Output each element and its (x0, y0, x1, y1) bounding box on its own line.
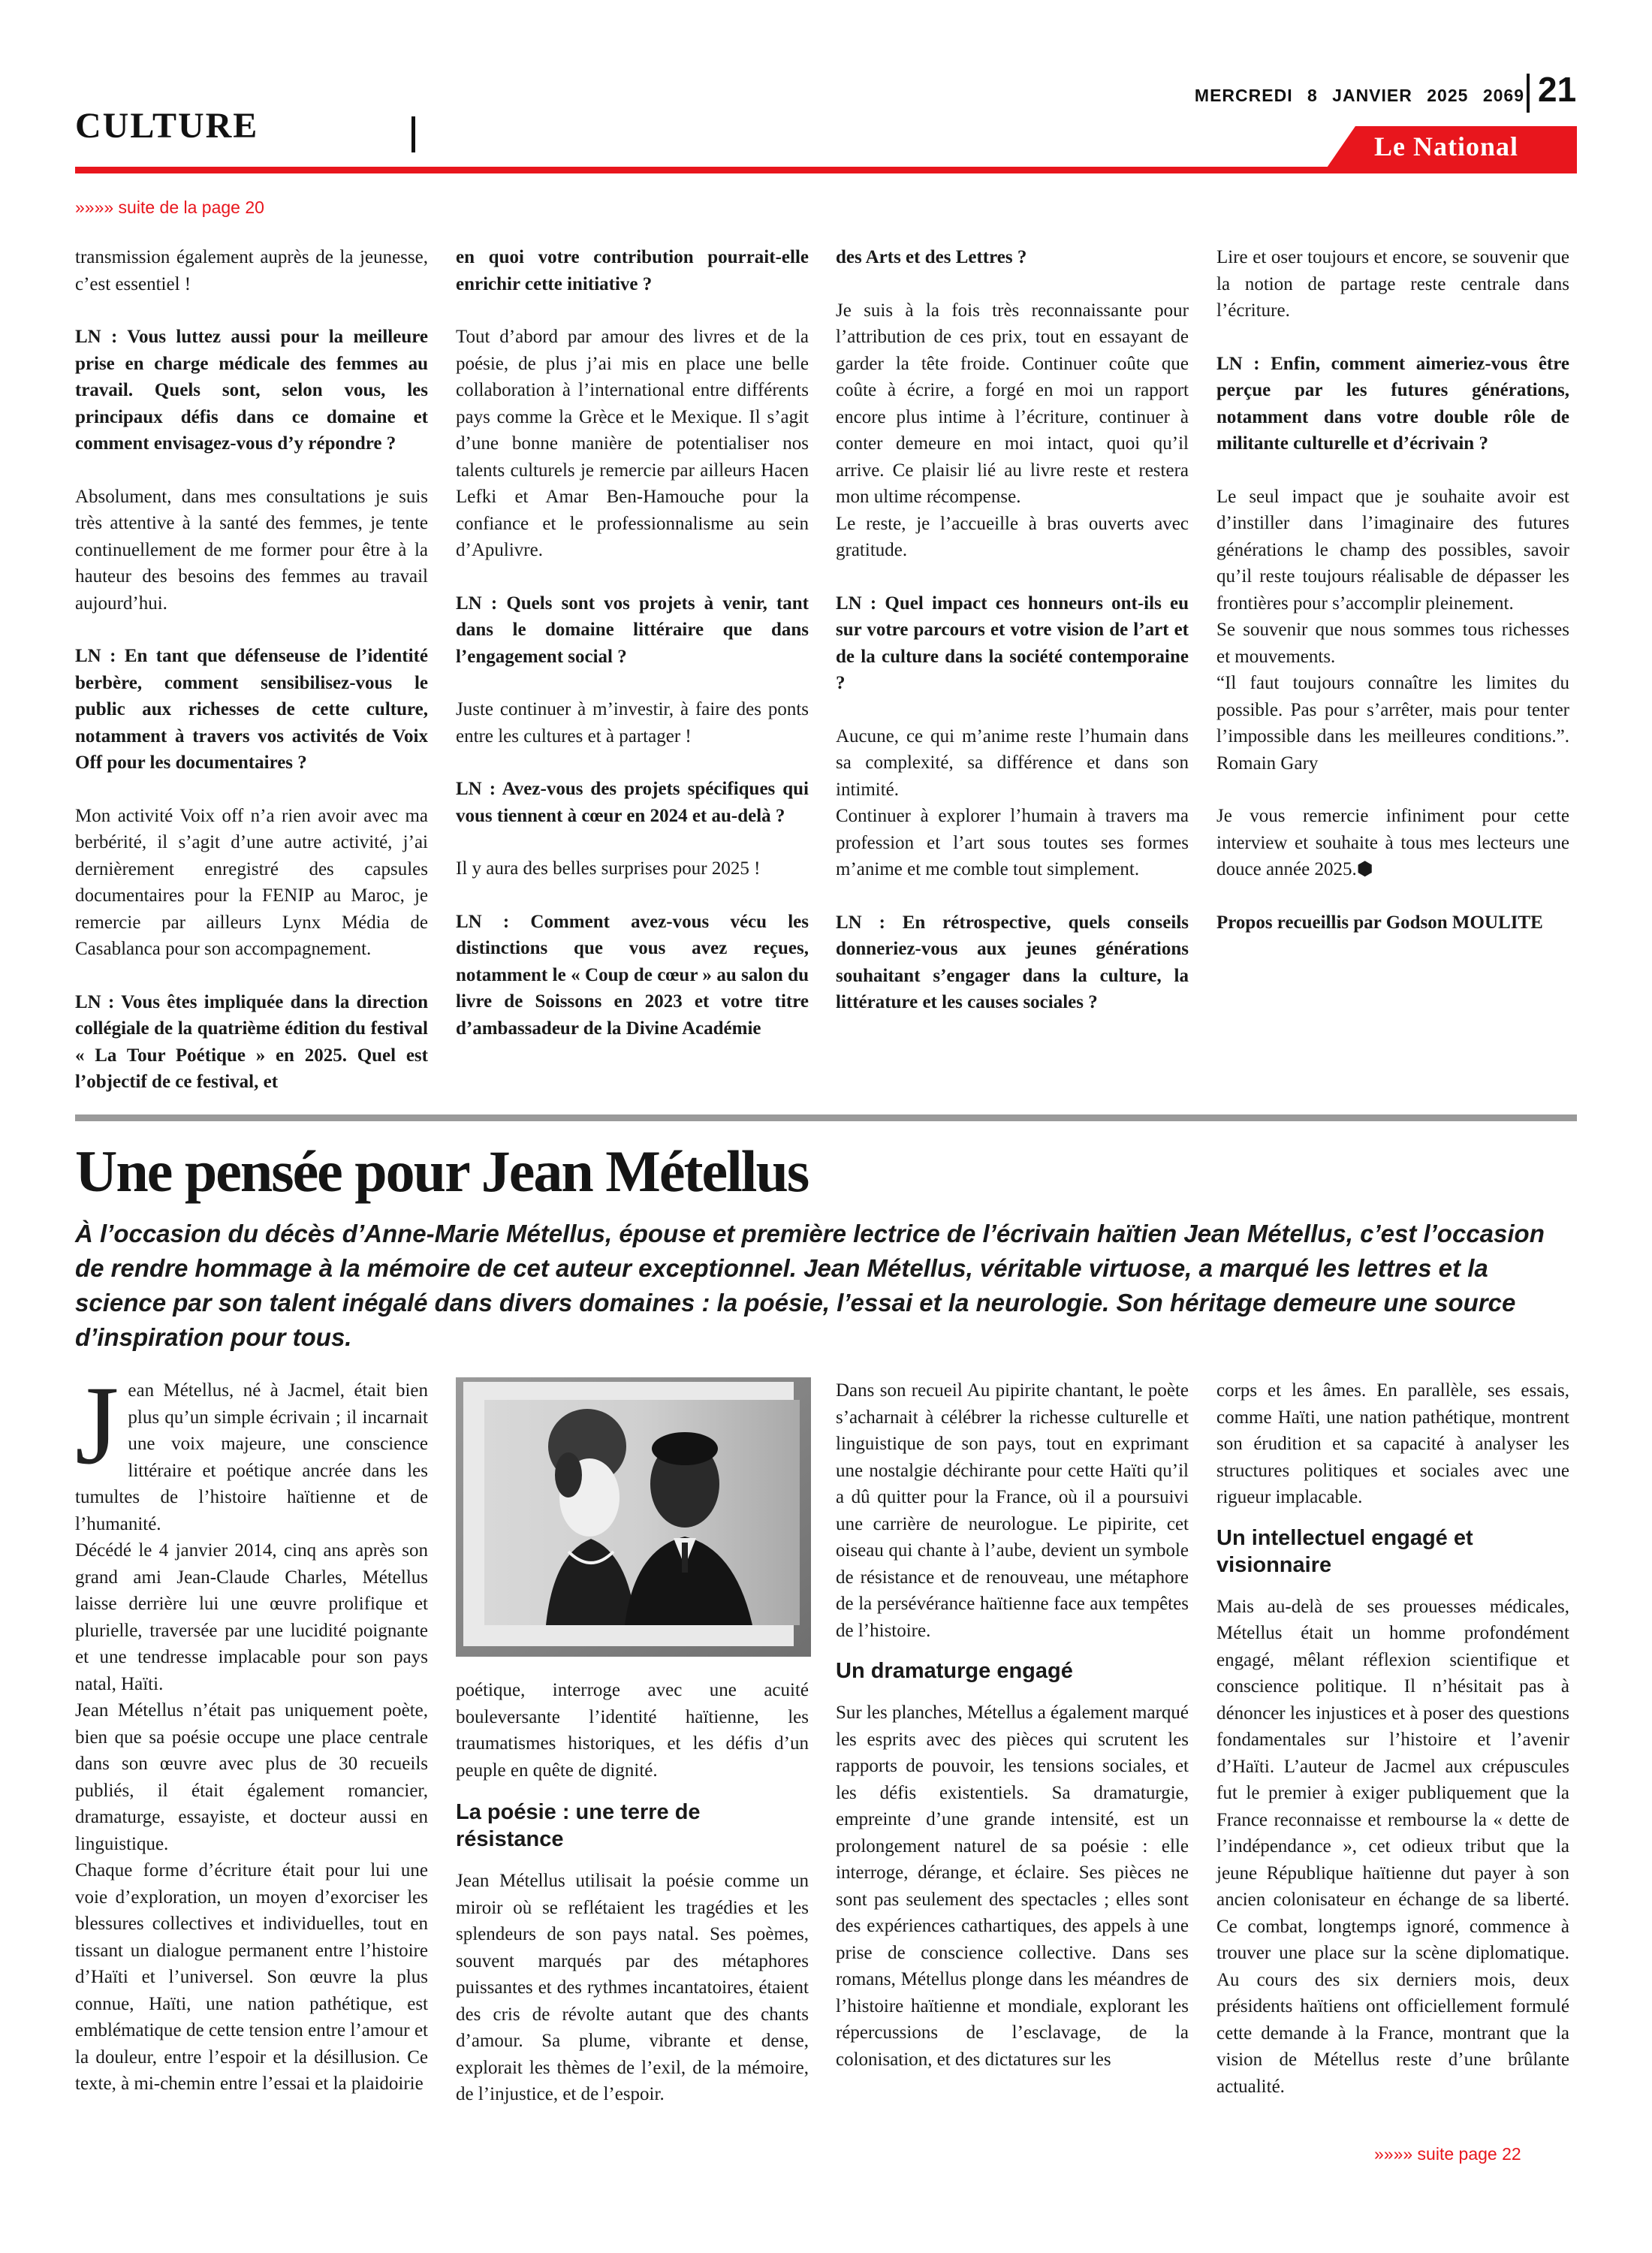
paragraph-gap (75, 457, 428, 484)
interview-question: des Arts et des Lettres ? (836, 247, 1027, 267)
interview-answer: Absolument, dans mes consultations je suis très attentive à la santé des femmes, je tente continuellement de me former pour être à la hauteur des besoins des femmes au travail aujourd’hui. (75, 486, 428, 614)
paragraph-gap (75, 617, 428, 643)
interview-answer: Il y aura des belles surprises pour 2025 ! (456, 858, 761, 879)
interview-question: LN : Quels sont vos projets à venir, tant dans le domaine littéraire que dans l’engagement social ? (456, 593, 809, 667)
interview-question: LN : Vous êtes impliquée dans la direction collégiale de la quatrième édition du festival « La Tour Poétique » en 2025. Quel est l’objectif de ce festival, et (75, 991, 428, 1092)
paragraph-gap (456, 749, 809, 776)
article-column-3 (836, 1377, 1189, 2073)
interview-column-4 (1216, 244, 1569, 936)
paragraph-gap (456, 564, 809, 590)
interview-column-3 (836, 244, 1189, 1016)
interview-question: LN : Comment avez-vous vécu les distinctions que vous avez reçues, notamment le « Coup de cœur » au salon du livre de Soissons en 2023 et votre titre d’ambassadeur de la Divine Académie (456, 911, 809, 1039)
continued-on-link[interactable]: »»»» suite page 22 (1374, 2144, 1521, 2164)
paragraph-gap (456, 297, 809, 324)
article-column-4 (1216, 1377, 1569, 2100)
paragraph-gap (456, 882, 809, 909)
interview-answer: Lire et oser toujours et encore, se souvenir que la notion de partage reste centrale dans l’écriture. (1216, 247, 1569, 321)
paragraph-gap (836, 697, 1189, 723)
page-number: 21 (1538, 70, 1577, 109)
header-rule (75, 167, 1577, 173)
article-paragraph: Jean Métellus n’était pas uniquement poète, bien que sa poésie occupe une place centrale dans son œuvre avec plus de 30 recueils publiés, il était également romancier, dramaturge, essayiste, et docteur aussi en linguistique. (75, 1700, 428, 1854)
interview-answer: Je suis à la fois très reconnaissante pour l’attribution de ces prix, tout en essayant de garder la tête froide. Continuer coûte que coûte à écrire, a forgé en moi un rapport encore plus intime à l’écriture, continuer à conter demeure en moi intact, quoi qu’il arrive. Ce plaisir lié au livre reste et restera mon ultime récompense. (836, 300, 1189, 507)
article-subheading: Un dramaturge engagé (836, 1659, 1073, 1683)
paragraph-gap (1216, 883, 1569, 909)
article-paragraph: Chaque forme d’écriture était pour lui une voie d’exploration, un moyen d’exorciser les blessures collectives et individuelles, tout en tissant un dialogue permanent entre l’histoire d’Haïti et l’universel. Son œuvre la plus connue, Haïti, une nation pathétique, est emblématique de cette tension entre l’amour et la douleur, entre l’espoir et la désillusion. Ce texte, à mi-chemin entre l’essai et la plaidoirie (75, 1860, 428, 2094)
section-title: CULTURE (75, 106, 259, 146)
article-subheading: Un intellectuel engagé et visionnaire (1216, 1525, 1473, 1577)
article-subheading: La poésie : une terre de résistance (456, 1800, 701, 1851)
issue-number: 2069 (1482, 86, 1524, 105)
newspaper-name: Le National (1374, 131, 1519, 161)
paragraph-gap (1216, 457, 1569, 484)
paragraph-gap (1216, 324, 1569, 351)
interview-answer: Le seul impact que je souhaite avoir est d’instiller dans l’imaginaire des futures générations le champ des possibles, savoir qu’il reste toujours réalisable de dépasser les frontières pour s’accomplir pleinement. (1216, 486, 1569, 614)
paragraph-gap (1216, 777, 1569, 803)
page-number-divider (1527, 74, 1530, 113)
article-paragraph: Mais au-delà de ses prouesses médicales, Métellus était un homme profondément engagé, mêlant réflexion scientifique et conscience politique. Il n’hésitait pas à dénoncer les injustices et à poser des questions fondamentales sur l’histoire et l’avenir d’Haïti. L’auteur de Jacmel aux crépuscules fut le premier à exiger publiquement que la France reconnaisse et rembourse la « dette de l’indépendance », cet odieux tribut que la jeune République haïtienne dut payer à son ancien colonisateur en échange de sa liberté. Ce combat, longtemps ignoré, commence à trouver une place sur la scène diplomatique. Au cours des six derniers mois, deux présidents haïtiens ont officiellement formulé cette demande à la France, montrant que la vision de Métellus reste d’une brûlante actualité. (1216, 1596, 1569, 2097)
date-year: 2025 (1427, 86, 1469, 105)
interview-answer: Se souvenir que nous sommes tous richesses et mouvements. (1216, 620, 1569, 667)
interview-question: LN : Quel impact ces honneurs ont-ils eu sur votre parcours et votre vision de l’art et de la culture dans la société contemporaine ? (836, 593, 1189, 693)
couple-photo-illustration (456, 1377, 811, 1657)
paragraph-gap (836, 883, 1189, 909)
article-paragraph: Sur les planches, Métellus a également marqué les esprits avec des pièces qui scrutent les rapports de pouvoir, les tensions sociales, et les défis existentiels. Sa dramaturgie, empreinte d’une grande intensité, est un prolongement naturel de sa poésie : elle interroge, dérange, et éclaire. Ses pièces ne sont pas seulement des spectacles ; elles sont des expériences cathartiques, des appels à une prise de conscience collective. Dans ses romans, Métellus plonge dans les méandres de l’histoire haïtienne et mondiale, explorant les répercussions de l’esclavage, de la colonisation, et des dictatures sur les (836, 1703, 1189, 2070)
date-number: 8 (1307, 86, 1318, 105)
interview-answer: Tout d’abord par amour des livres et de la poésie, de plus j’ai mis en place une belle collaboration à l’international entre différents pays comme la Grèce et le Mexique. Il s’agit d’une bonne manière de potentialiser nos talents culturels je remercie par ailleurs Hacen Lefki et Amar Ben-Hamouche pour la confiance et le professionnalisme au sein d’Apulivre. (456, 327, 809, 560)
header-divider (411, 116, 415, 152)
article-paragraph: corps et les âmes. En parallèle, ses essais, comme Haïti, une nation pathétique, montrent son érudition et sa capacité à analyser les structures politiques et sociales avec une rigueur implacable. (1216, 1380, 1569, 1507)
article-column-1 (75, 1363, 428, 2098)
article-paragraph: poétique, interroge avec une acuité bouleversante l’identité haïtienne, les traumatismes historiques, et les défis d’un peuple en quête de dignité. (456, 1680, 809, 1781)
article-paragraph: Dans son recueil Au pipirite chantant, le poète s’acharnait à célébrer la richesse culturelle et linguistique de son pays, tout en exprimant une nostalgie déchirante pour cette Haïti qu’il a dû quitter pour la France, où il a poursuivi une carrière de neurologue. Le pipirite, cet oiseau qui chante à l’aube, devient un symbole de résistance et de renouveau, une métaphore de la persévérance haïtienne face aux tempêtes de l’histoire. (836, 1380, 1189, 1641)
interview-question: LN : Avez-vous des projets spécifiques qui vous tiennent à cœur en 2024 et au-delà ? (456, 779, 809, 826)
paragraph-gap (75, 297, 428, 324)
interview-answer: transmission également auprès de la jeunesse, c’est essentiel ! (75, 247, 428, 294)
interview-answer: Le reste, je l’accueille à bras ouverts avec gratitude. (836, 513, 1189, 560)
article-paragraph: Jean Métellus utilisait la poésie comme un miroir où se reflétaient les tragédies et les splendeurs de son pays natal. Ses poèmes, souvent marqués par des métaphores puissantes et des rythmes incantatoires, étaient des cris de révolte autant que des chants d’amour. Sa plume, vibrante et dense, explorait les thèmes de l’exil, de la mémoire, de l’injustice, et de l’espoir. (456, 1871, 809, 2104)
interview-question: en quoi votre contribution pourrait-elle enrichir cette initiative ? (456, 247, 809, 294)
interview-answer: Aucune, ce qui m’anime reste l’humain dans sa complexité, sa différence et dans son intimité. (836, 725, 1189, 800)
issue-date (1186, 86, 1524, 106)
paragraph-gap (456, 829, 809, 855)
drop-cap: J (75, 1363, 119, 1488)
paragraph-gap (836, 564, 1189, 590)
paragraph-gap (456, 670, 809, 696)
article-paragraph: Décédé le 4 janvier 2014, cinq ans après son grand ami Jean-Claude Charles, Métellus laisse derrière lui une œuvre prolifique et plurielle, traversée par une lucidité poignante et une tendresse implacable pour son pays natal, Haïti. (75, 1540, 428, 1694)
interview-question: LN : En rétrospective, quels conseils donneriez-vous aux jeunes générations souhaitant s’engager dans la culture, la littérature et les causes sociales ? (836, 912, 1189, 1012)
interview-question: LN : En tant que défenseuse de l’identité berbère, comment sensibilisez-vous le public aux richesses de cette culture, notamment à travers vos activités de Voix Off pour les documentaires ? (75, 646, 428, 773)
interview-question: Propos recueillis par Godson MOULITE (1216, 912, 1543, 933)
date-month: JANVIER (1332, 86, 1412, 105)
paragraph-gap (75, 777, 428, 803)
continued-from-link[interactable]: »»»» suite de la page 20 (75, 198, 264, 217)
interview-answer: Je vous remercie infiniment pour cette interview et souhaite à tous mes lecteurs une douce année 2025.⬢ (1216, 806, 1569, 879)
interview-question: LN : Enfin, comment aimeriez-vous être perçue par les futures générations, notamment dans votre double rôle de militante culturelle et d’écrivain ? (1216, 353, 1569, 454)
paragraph-gap (75, 963, 428, 989)
date-day: MERCREDI (1194, 86, 1293, 105)
article-paragraph (75, 1363, 428, 1537)
interview-answer: “Il faut toujours connaître les limites du possible. Pas pour s’arrêter, mais pour tenter l’impossible dans les meilleures conditions.”. Romain Gary (1216, 673, 1569, 774)
interview-answer: Mon activité Voix off n’a rien avoir avec ma berbérité, il s’agit d’une autre activité, j’ai dernièrement enregistré des capsules documentaires pour la FENIP au Maroc, je remercie par ailleurs Lynx Média de Casablanca pour son accompagnement. (75, 805, 428, 959)
interview-column-1 (75, 244, 428, 1096)
article-standfirst: À l’occasion du décès d’Anne-Marie Métellus, épouse et première lectrice de l’écrivain haïtien Jean Métellus, c’est l’occasion de rendre hommage à la mémoire de cet auteur exceptionnel. Jean Métellus, véritable virtuose, a marqué les lettres et la science par son talent inégalé dans divers domaines : la poésie, l’essai et la neurologie. Son héritage demeure une source d’inspiration pour tous. (75, 1220, 1545, 1351)
section-separator (75, 1114, 1577, 1121)
interview-answer: Continuer à explorer l’humain à travers ma profession et l’art sous toutes ses formes m’anime et me comble tout simplement. (836, 806, 1189, 879)
interview-column-2 (456, 244, 809, 1042)
portrait-photo (456, 1377, 811, 1657)
article-headline: Une pensée pour Jean Métellus (75, 1139, 809, 1204)
interview-question: LN : Vous luttez aussi pour la meilleure prise en charge médicale des femmes au travail. Quels sont, selon vous, les principaux défis dans ce domaine et comment envisagez-vous d’y répondre ? (75, 327, 428, 454)
interview-answer: Juste continuer à m’investir, à faire des ponts entre les cultures et à partager ! (456, 699, 809, 746)
article-lead-text: ean Métellus, né à Jacmel, était bien plus qu’un simple écrivain ; il incarnait une voix majeure, une conscience littéraire et poétique ancrée dans les tumultes de l’histoire haïtienne et de l’humanité. (75, 1380, 428, 1534)
paragraph-gap (836, 271, 1189, 297)
article-column-2 (456, 1677, 809, 2108)
